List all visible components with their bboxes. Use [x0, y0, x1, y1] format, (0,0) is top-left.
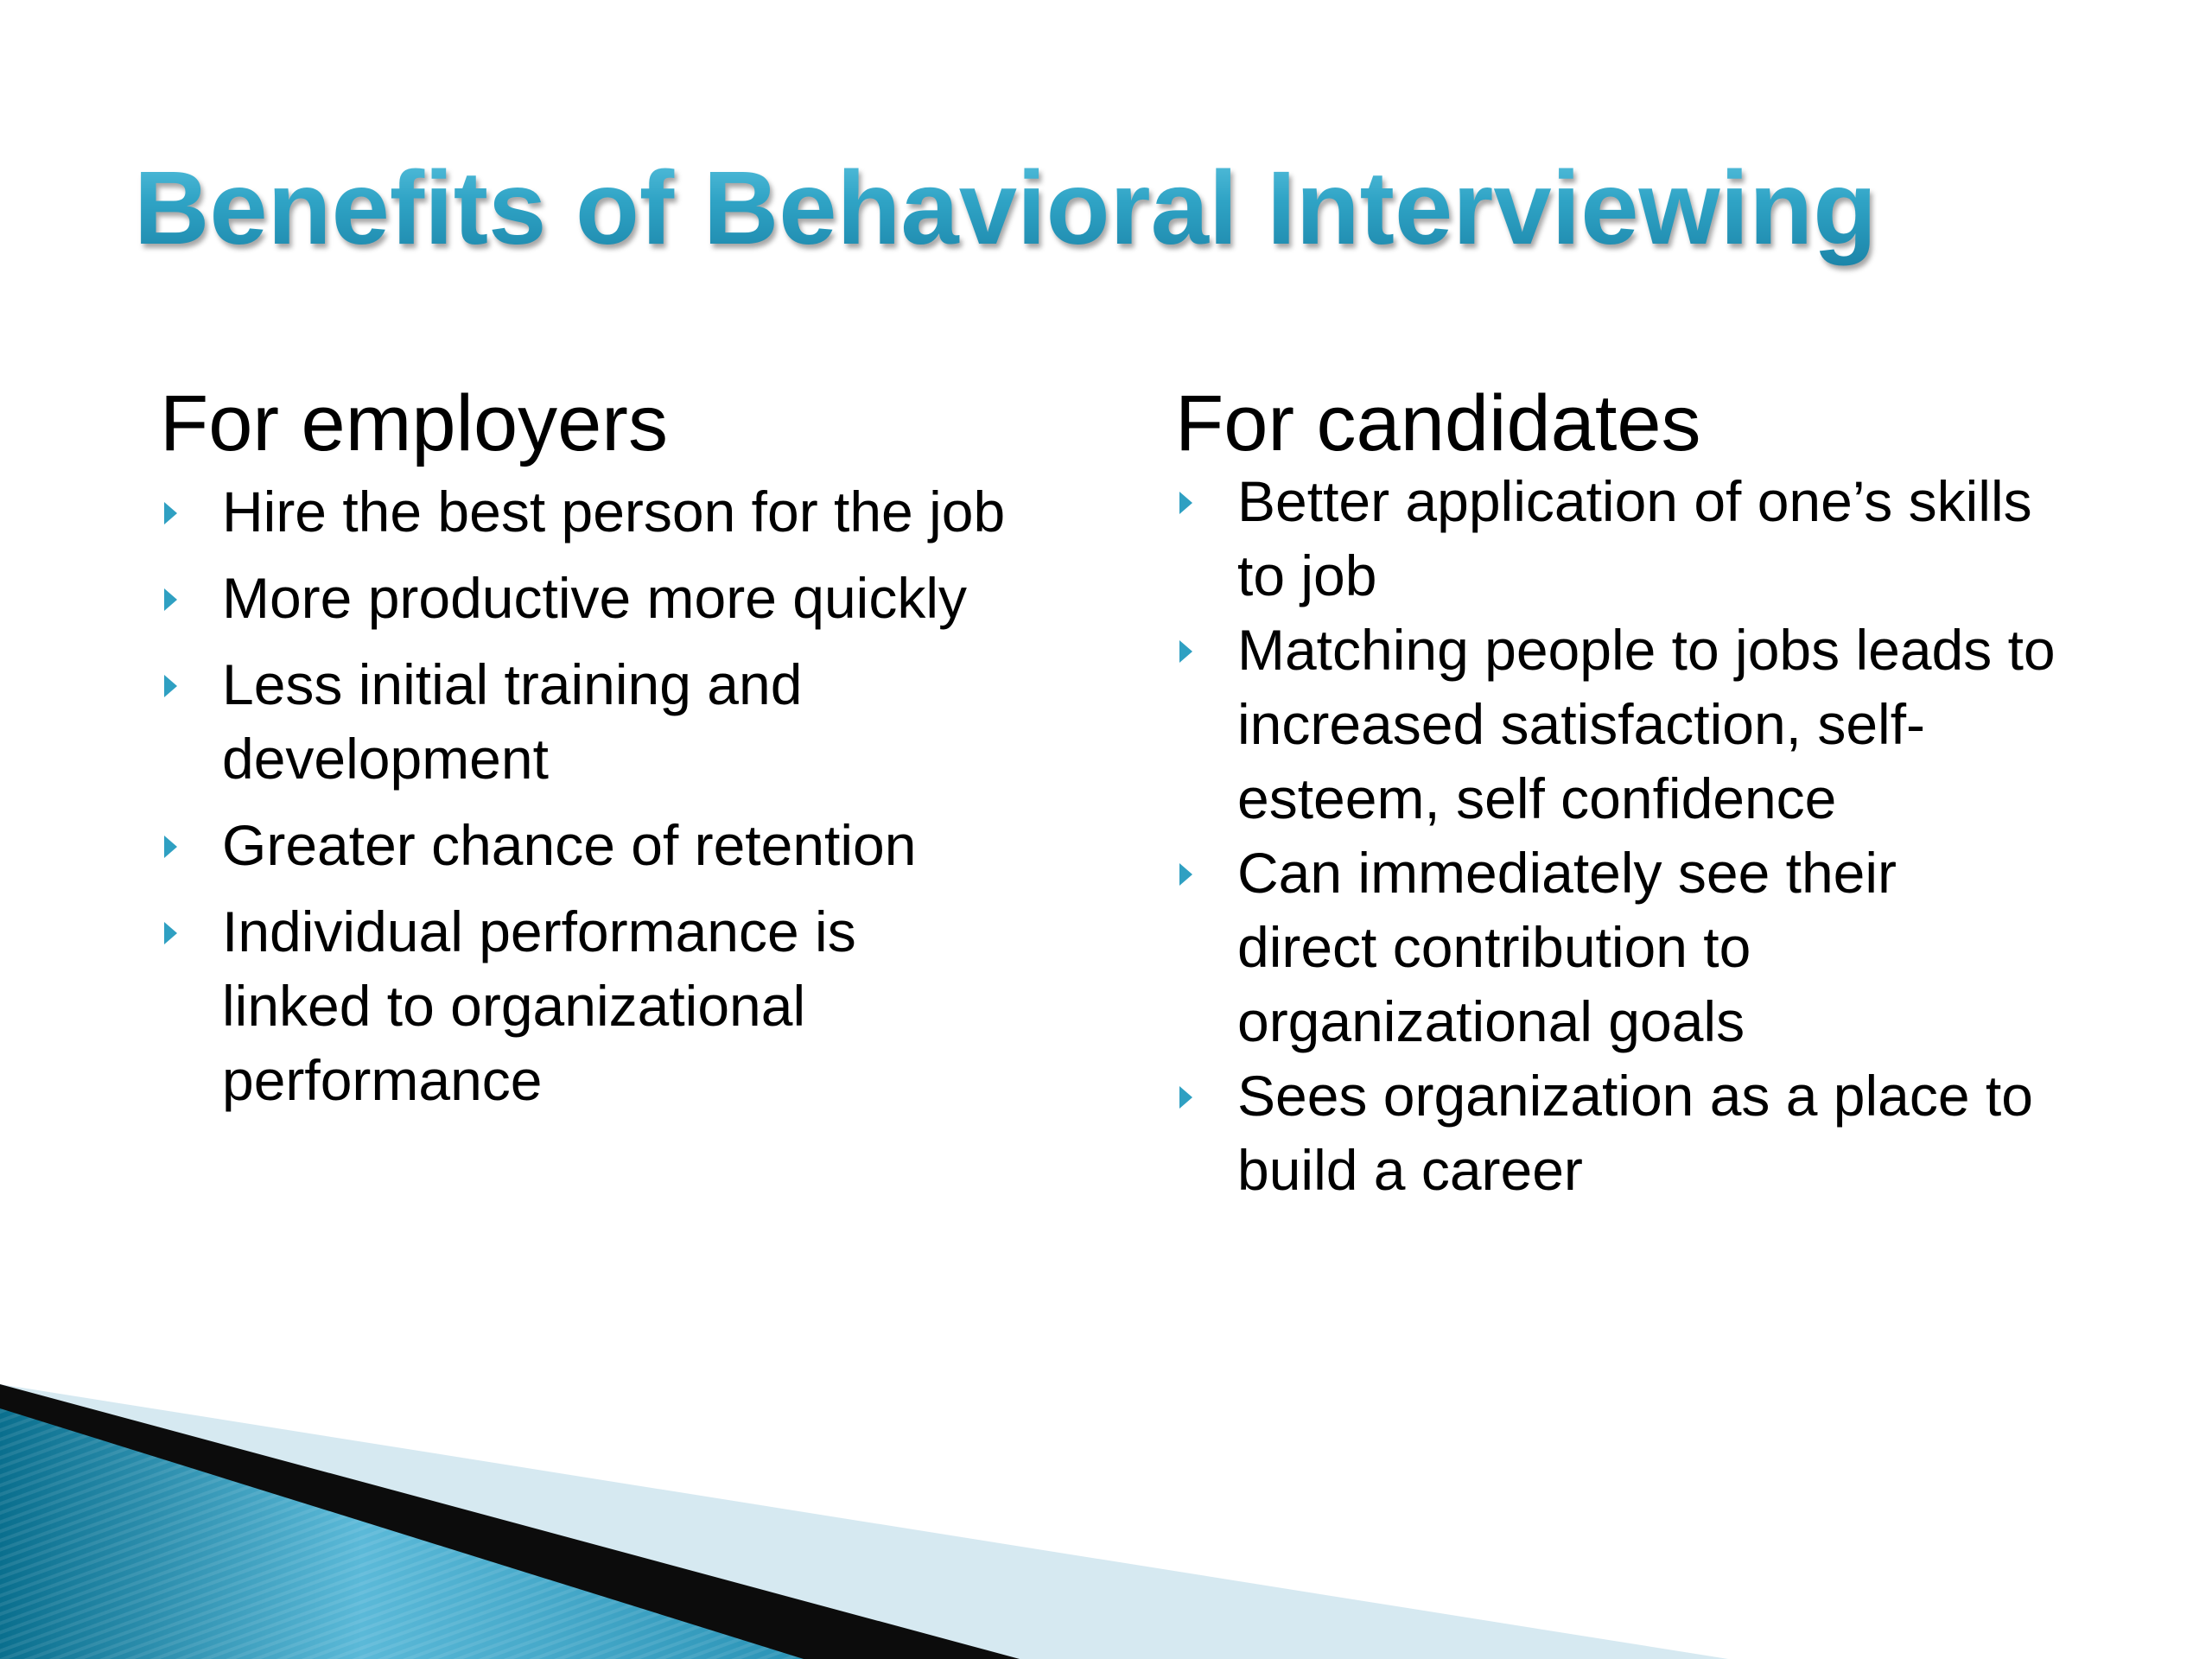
slide-title: Benefits of Behavioral Interviewing	[134, 147, 2121, 268]
bullet-text: Individual performance is linked to organizational performance	[222, 899, 856, 1112]
bullet-text: Better application of one’s skills to job	[1237, 469, 2032, 607]
decorative-corner-swoosh	[0, 1382, 2212, 1659]
triangle-right-icon	[1179, 1086, 1192, 1109]
list-item	[1175, 613, 2127, 836]
triangle-right-icon	[164, 502, 177, 524]
bullet-text: More productive more quickly	[222, 566, 967, 630]
candidates-column	[1175, 376, 2134, 1207]
triangle-right-icon	[164, 588, 177, 611]
triangle-right-icon	[164, 922, 177, 944]
employers-heading: For employers	[160, 379, 668, 467]
list-item	[1175, 464, 2084, 613]
bullet-text: Sees organization as a place to build a career	[1237, 1064, 2033, 1202]
triangle-right-icon	[1179, 863, 1192, 886]
list-item	[160, 808, 1128, 882]
candidates-bullet-list	[1175, 464, 2134, 1207]
bullet-text: Can immediately see their direct contribution to organizational goals	[1237, 841, 1897, 1053]
triangle-right-icon	[1179, 492, 1192, 514]
triangle-right-icon	[164, 836, 177, 858]
list-item	[160, 474, 1128, 549]
list-item	[160, 561, 1128, 635]
bullet-text: Hire the best person for the job	[222, 480, 1006, 543]
list-item	[160, 894, 913, 1117]
employers-column	[160, 376, 1128, 1129]
list-item	[160, 647, 879, 796]
employers-bullet-list	[160, 474, 1128, 1117]
candidates-heading: For candidates	[1175, 379, 1701, 467]
list-item	[1175, 836, 2015, 1058]
triangle-right-icon	[164, 675, 177, 697]
bullet-text: Matching people to jobs leads to increased satisfaction, self-esteem, self confidence	[1237, 618, 2056, 830]
triangle-right-icon	[1179, 640, 1192, 663]
bullet-text: Less initial training and development	[222, 652, 803, 791]
bullet-text: Greater chance of retention	[222, 813, 917, 877]
list-item	[1175, 1058, 2110, 1207]
